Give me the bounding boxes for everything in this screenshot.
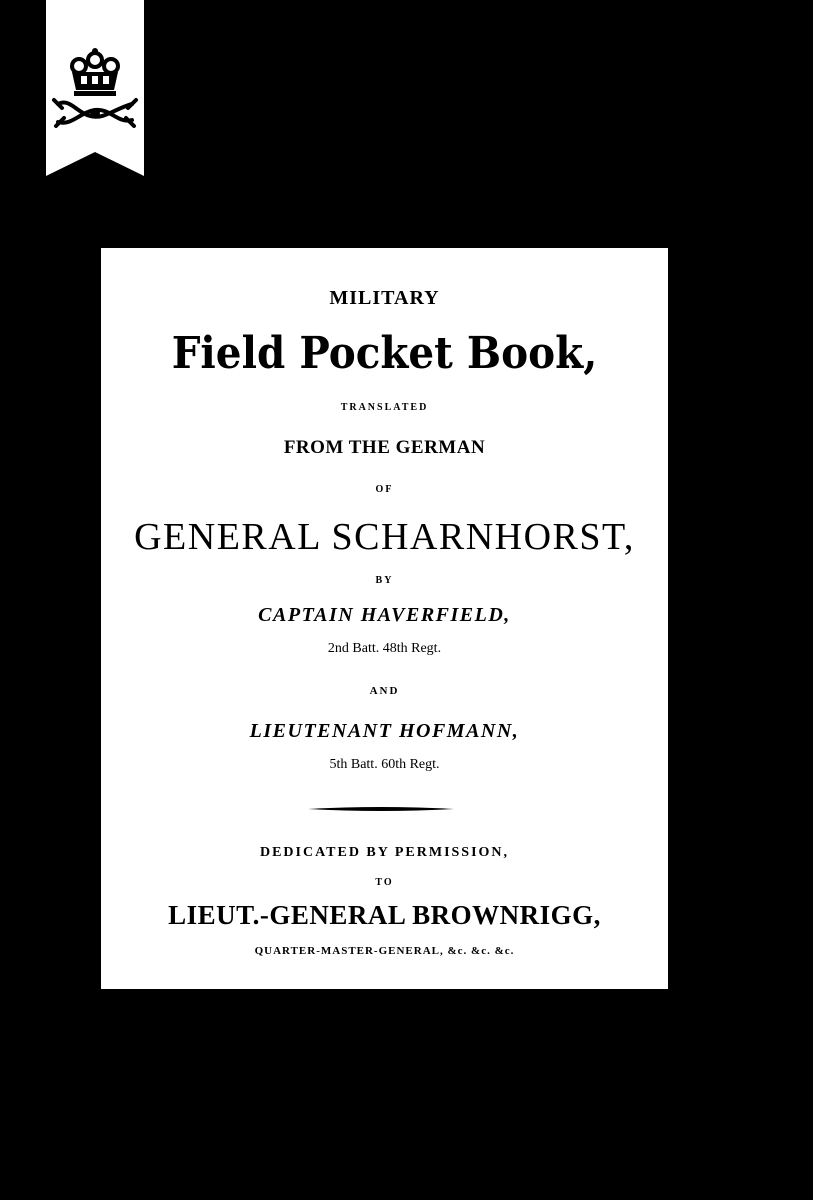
dedicatee-title: QUARTER-MASTER-GENERAL, &c. &c. &c. [254,945,515,957]
publisher-ribbon [46,0,144,176]
author-name: GENERAL SCHARNHORST, [134,516,635,558]
dedication-label: DEDICATED BY PERMISSION, [259,845,510,860]
military-heading: MILITARY [329,287,440,309]
translator-captain: CAPTAIN HAVERFIELD, [258,604,511,626]
translator-captain-regiment: 2nd Batt. 48th Regt. [327,641,442,656]
to-label: TO [375,877,394,888]
from-the-german-label: FROM THE GERMAN [283,437,486,458]
book-title: Field Pocket Book, [171,328,598,379]
ornamental-rule [308,806,454,812]
translator-lieutenant-regiment: 5th Batt. 60th Regt. [329,757,440,772]
dedicatee-name: LIEUT.-GENERAL BROWNRIGG, [168,900,601,930]
crown-and-crossed-swords-icon [46,0,144,176]
by-label: BY [375,575,394,586]
translator-lieutenant: LIEUTENANT HOFMANN, [249,720,520,742]
title-page-panel [101,248,668,989]
and-label: AND [369,685,400,697]
translated-label: TRANSLATED [340,402,429,413]
of-label: OF [375,484,394,495]
